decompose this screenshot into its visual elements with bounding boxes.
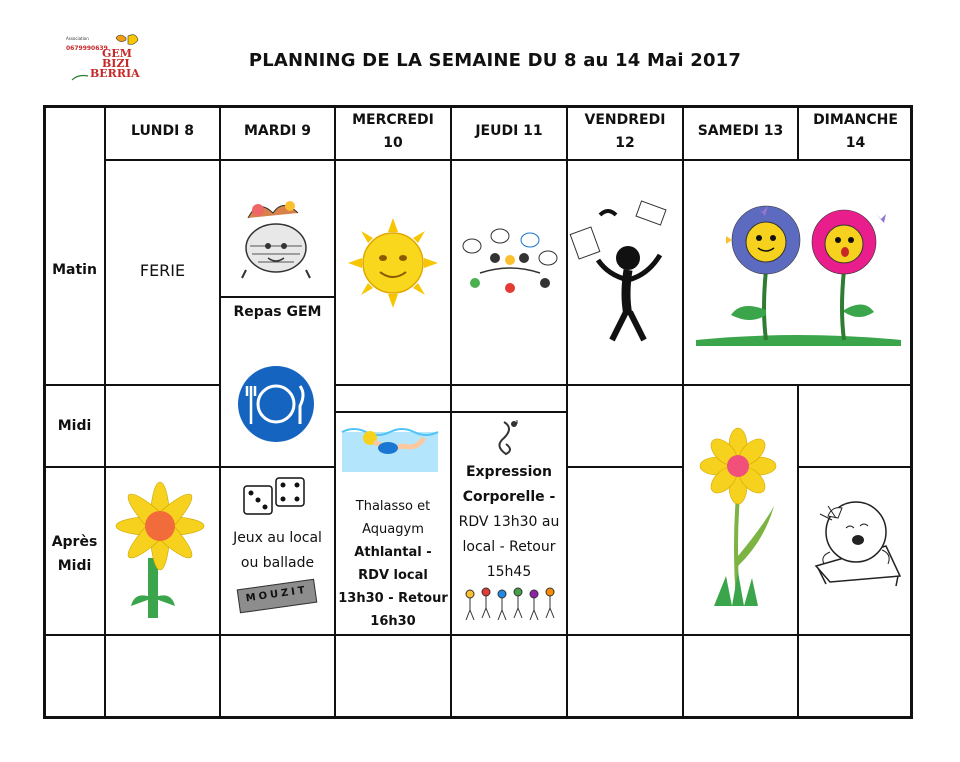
mardi-apres-text xyxy=(221,526,334,576)
logo-word-berria: BERRIA xyxy=(90,67,140,80)
logo-line-association: Association xyxy=(66,36,89,41)
midi-bottom-line-left xyxy=(45,466,220,468)
day-header-vendredi xyxy=(568,109,682,155)
day-header-dimanche xyxy=(799,109,912,155)
day-header-vendredi-line2: 12 xyxy=(615,135,635,151)
mardi-apres-line2: ou ballade xyxy=(240,555,315,571)
sun-icon xyxy=(348,218,438,308)
daisy-icon xyxy=(690,426,786,606)
midi-bottom-line-vendredi xyxy=(567,466,683,468)
mercredi-apres-line6: 16h30 xyxy=(370,614,416,629)
col-line-1 xyxy=(104,105,106,719)
row-label-apres-line1: Après xyxy=(51,534,98,550)
col-line-2 xyxy=(219,105,221,719)
row-label-apres-line2: Midi xyxy=(57,558,92,574)
page-title: PLANNING DE LA SEMAINE DU 8 au 14 Mai 2017 xyxy=(248,50,742,71)
dice-icon xyxy=(242,474,308,518)
row-label-apres-midi xyxy=(45,530,104,578)
midi-bottom-line-dimanche xyxy=(798,466,913,468)
mercredi-apres-text xyxy=(336,495,450,633)
discussion-group-icon xyxy=(460,228,560,298)
mardi-midi-text: Repas GEM xyxy=(233,304,322,320)
col-line-5 xyxy=(566,105,568,719)
dancers-icon xyxy=(462,586,558,626)
mardi-apres-line1: Jeux au local xyxy=(233,530,322,546)
day-header-lundi: LUNDI 8 xyxy=(131,123,194,139)
day-header-mercredi-line1: MERCREDI xyxy=(352,112,434,128)
jeudi-apres-line2: Corporelle - xyxy=(462,489,556,505)
mercredi-apres-line3: Athlantal - xyxy=(354,545,432,560)
day-header-dimanche-line2: 14 xyxy=(845,135,866,151)
matin-bottom-line-right xyxy=(335,384,913,386)
day-header-samedi: SAMEDI 13 xyxy=(697,123,784,139)
day-header-mercredi-line2: 10 xyxy=(383,135,403,151)
logo-phone: 0679990639 xyxy=(66,45,108,52)
header-top-line xyxy=(105,105,913,107)
row-label-midi: Midi xyxy=(57,418,92,434)
jeudi-apres-text xyxy=(452,460,566,585)
smiling-flowers-icon xyxy=(696,200,901,350)
word-tiles-text: MOUZIT xyxy=(245,584,309,605)
mardi-split-line xyxy=(220,296,336,298)
juggling-figure-icon xyxy=(570,200,675,350)
logo-word-bizi: BIZI xyxy=(102,57,130,70)
col-line-7-lower xyxy=(797,384,799,719)
day-header-jeudi: JEUDI 11 xyxy=(475,123,543,139)
plate-cutlery-icon xyxy=(236,364,316,444)
header-bottom-line xyxy=(105,159,913,161)
logo-word-gem: GEM xyxy=(102,47,132,60)
lundi-matin-text: FERIE xyxy=(139,261,186,280)
jeudi-apres-line1: Expression xyxy=(465,464,553,480)
sunflower-icon xyxy=(110,478,210,624)
apres-bottom-line xyxy=(45,634,913,636)
col-line-4 xyxy=(450,105,452,719)
mercredi-apres-line2: Aquagym xyxy=(362,522,424,537)
resting-character-icon xyxy=(806,496,906,586)
mercredi-apres-line1: Thalasso et xyxy=(355,499,431,514)
mercredi-apres-line4: RDV local xyxy=(358,568,428,583)
mercredi-apres-line5: 13h30 - Retour xyxy=(338,591,448,606)
cooking-pot-icon xyxy=(228,188,323,288)
music-note-icon xyxy=(486,418,526,460)
col-line-6 xyxy=(682,105,684,719)
swimmer-icon xyxy=(342,418,438,483)
jeudi-apres-line3: RDV 13h30 au xyxy=(458,514,560,530)
day-header-vendredi-line1: VENDREDI xyxy=(584,112,666,128)
day-header-mardi: MARDI 9 xyxy=(244,123,311,139)
row-label-matin: Matin xyxy=(52,262,97,278)
jeudi-apres-line4: local - Retour xyxy=(462,539,556,555)
jeudi-apres-line5: 15h45 xyxy=(486,564,532,580)
day-header-mercredi xyxy=(336,109,450,155)
day-header-dimanche-line1: DIMANCHE xyxy=(813,112,898,128)
matin-bottom-line-left xyxy=(45,384,220,386)
midi-bottom-line-mardi xyxy=(220,466,336,468)
